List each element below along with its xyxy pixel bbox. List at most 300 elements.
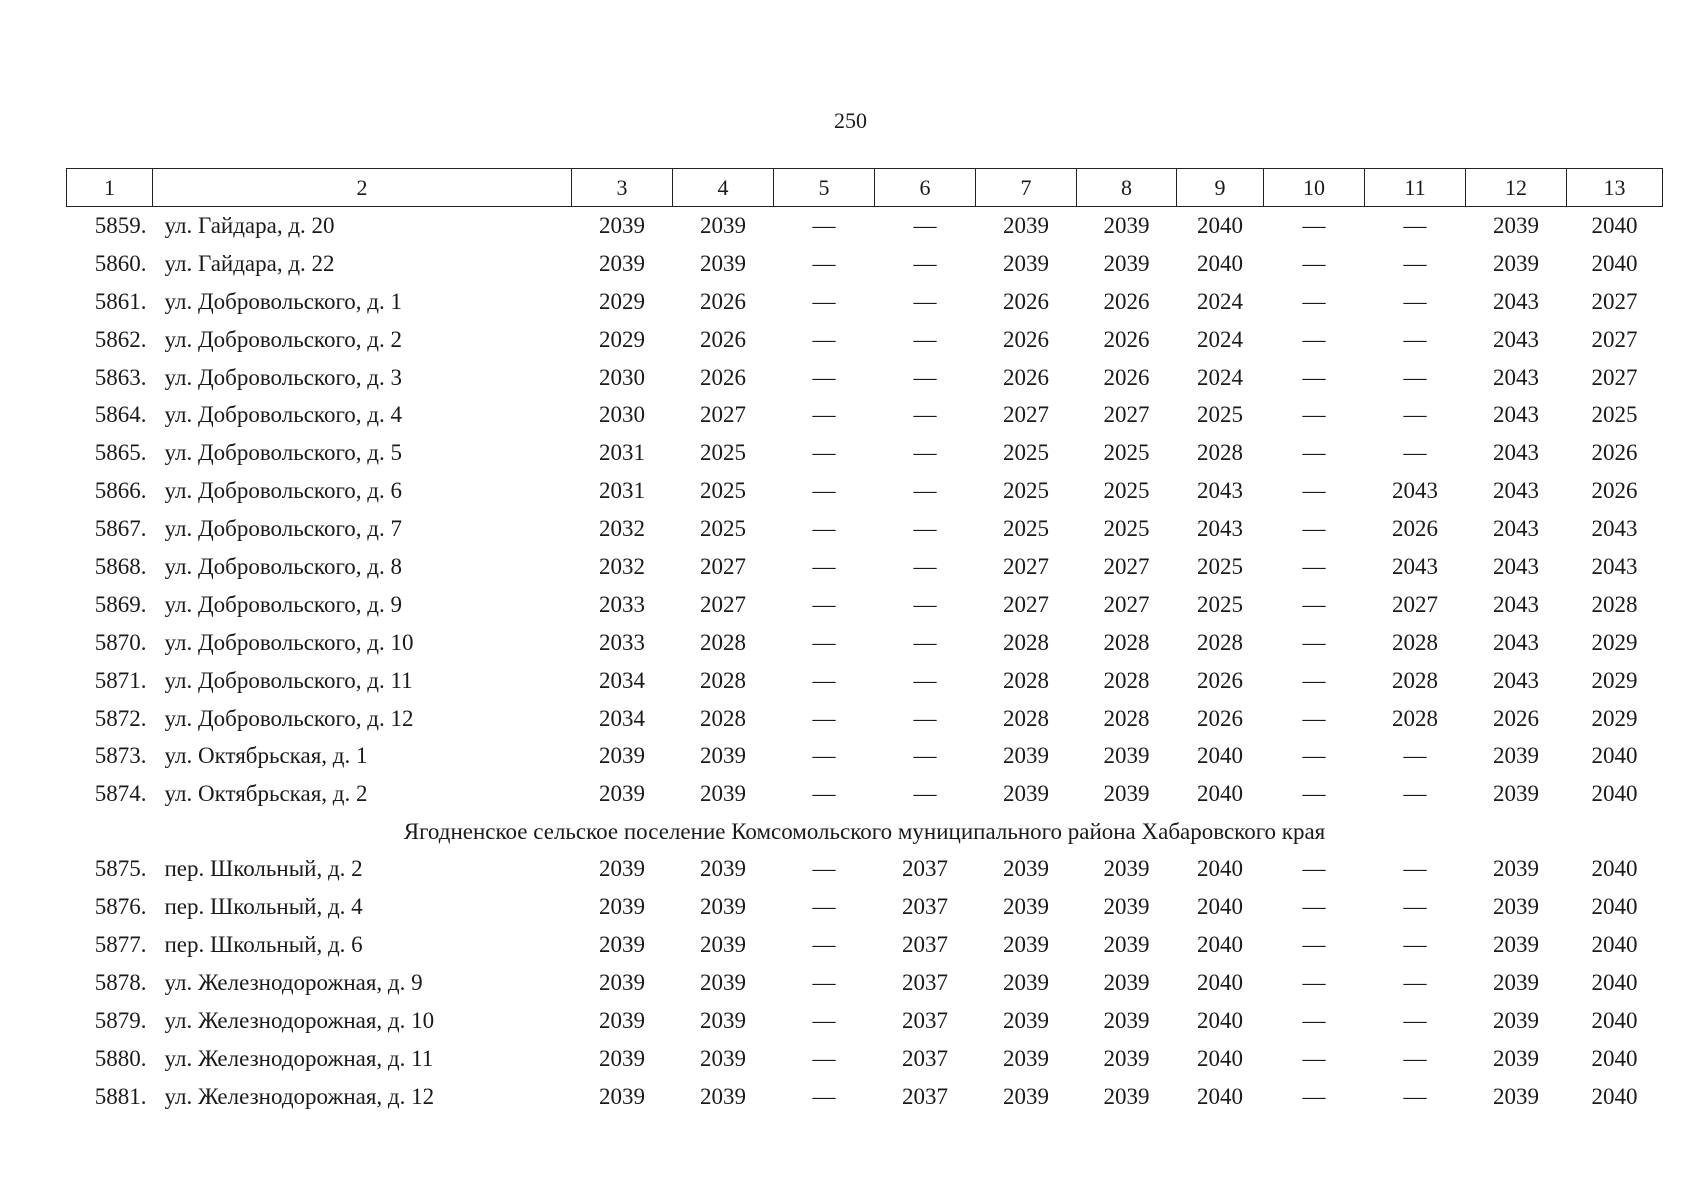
column-header-6: 6 — [875, 169, 976, 207]
table-row — [67, 926, 1663, 964]
cell-col-12: 2043 — [1493, 364, 1539, 390]
cell-col-4: 2039 — [700, 1083, 746, 1109]
cell-col-7: 2028 — [1003, 667, 1049, 693]
row-number: 5881. — [94, 1083, 147, 1109]
cell-col-3: 2034 — [599, 705, 645, 731]
cell-col-10: — — [1302, 705, 1326, 731]
cell-col-7: 2025 — [1003, 478, 1049, 504]
cell-col-13: 2026 — [1591, 478, 1638, 504]
cell-col-11: 2027 — [1392, 591, 1438, 617]
cell-col-5: — — [812, 212, 836, 238]
cell-col-8: 2025 — [1103, 516, 1150, 542]
cell-col-6: — — [913, 591, 937, 617]
row-address: ул. Добровольского, д. 7 — [164, 516, 403, 542]
cell-col-12: 2043 — [1493, 326, 1539, 352]
row-number: 5862. — [94, 326, 147, 352]
cell-col-12: 2043 — [1493, 629, 1539, 655]
cell-col-12: 2039 — [1493, 1045, 1539, 1071]
cell-col-5: — — [812, 553, 836, 579]
row-address: ул. Железнодорожная, д. 12 — [164, 1083, 435, 1109]
cell-col-12: 2039 — [1493, 781, 1539, 807]
cell-col-7: 2026 — [1003, 364, 1049, 390]
row-number: 5871. — [94, 667, 147, 693]
row-number: 5870. — [94, 629, 147, 655]
cell-col-4: 2039 — [700, 1045, 746, 1071]
cell-col-3: 2039 — [599, 969, 645, 995]
cell-col-7: 2028 — [1003, 705, 1049, 731]
cell-col-5: — — [812, 326, 836, 352]
row-address: ул. Октябрьская, д. 2 — [164, 781, 368, 807]
cell-col-13: 2043 — [1591, 516, 1638, 542]
cell-col-7: 2039 — [1003, 250, 1049, 276]
cell-col-4: 2039 — [700, 743, 746, 769]
table-row — [67, 1078, 1663, 1116]
cell-col-10: — — [1302, 402, 1326, 428]
cell-col-12: 2039 — [1493, 1007, 1539, 1033]
cell-col-8: 2025 — [1103, 478, 1150, 504]
cell-col-6: — — [913, 478, 937, 504]
cell-col-11: 2043 — [1392, 478, 1438, 504]
cell-col-3: 2039 — [599, 1007, 645, 1033]
column-header-13: 13 — [1567, 169, 1663, 207]
row-address: ул. Добровольского, д. 9 — [164, 591, 403, 617]
cell-col-12: 2039 — [1493, 1083, 1539, 1109]
cell-col-11: — — [1403, 364, 1427, 390]
cell-col-13: 2040 — [1591, 1007, 1638, 1033]
table-row — [67, 1040, 1663, 1078]
cell-col-9: 2025 — [1197, 402, 1243, 428]
cell-col-9: 2040 — [1197, 743, 1243, 769]
cell-col-11: — — [1403, 212, 1427, 238]
cell-col-7: 2039 — [1003, 931, 1049, 957]
cell-col-8: 2028 — [1103, 629, 1150, 655]
cell-col-10: — — [1302, 856, 1326, 882]
table-row — [67, 586, 1663, 624]
cell-col-12: 2039 — [1493, 743, 1539, 769]
cell-col-12: 2039 — [1493, 931, 1539, 957]
cell-col-3: 2039 — [599, 894, 645, 920]
column-header-5: 5 — [774, 169, 875, 207]
column-header-8: 8 — [1077, 169, 1177, 207]
row-address: ул. Добровольского, д. 4 — [164, 402, 403, 428]
cell-col-4: 2039 — [700, 969, 746, 995]
cell-col-5: — — [812, 931, 836, 957]
cell-col-12: 2039 — [1493, 250, 1539, 276]
row-number: 5872. — [94, 705, 147, 731]
cell-col-12: 2043 — [1493, 667, 1539, 693]
cell-col-8: 2027 — [1103, 553, 1150, 579]
cell-col-3: 2030 — [599, 364, 645, 390]
cell-col-12: 2043 — [1493, 553, 1539, 579]
cell-col-11: 2028 — [1392, 629, 1438, 655]
cell-col-8: 2026 — [1103, 326, 1150, 352]
cell-col-7: 2027 — [1003, 402, 1049, 428]
cell-col-6: — — [913, 288, 937, 314]
cell-col-9: 2026 — [1197, 705, 1243, 731]
cell-col-6: 2037 — [902, 1045, 948, 1071]
cell-col-13: 2027 — [1591, 288, 1638, 314]
cell-col-6: — — [913, 250, 937, 276]
cell-col-10: — — [1302, 553, 1326, 579]
cell-col-12: 2043 — [1493, 591, 1539, 617]
cell-col-3: 2031 — [599, 440, 645, 466]
row-number: 5877. — [94, 931, 147, 957]
data-table — [66, 168, 1663, 1115]
table-body — [67, 207, 1663, 1116]
cell-col-5: — — [812, 781, 836, 807]
cell-col-11: — — [1403, 743, 1427, 769]
cell-col-12: 2043 — [1493, 478, 1539, 504]
cell-col-4: 2039 — [700, 894, 746, 920]
cell-col-11: — — [1403, 402, 1427, 428]
row-address: ул. Добровольского, д. 8 — [164, 553, 403, 579]
cell-col-3: 2033 — [599, 591, 645, 617]
row-address: ул. Добровольского, д. 2 — [164, 326, 403, 352]
cell-col-10: — — [1302, 629, 1326, 655]
page-number: 250 — [834, 108, 867, 133]
cell-col-4: 2039 — [700, 856, 746, 882]
cell-col-6: — — [913, 667, 937, 693]
table-row — [67, 207, 1663, 245]
cell-col-9: 2028 — [1197, 440, 1243, 466]
row-number: 5875. — [94, 856, 147, 882]
cell-col-5: — — [812, 743, 836, 769]
cell-col-10: — — [1302, 931, 1326, 957]
cell-col-4: 2039 — [700, 250, 746, 276]
cell-col-6: — — [913, 516, 937, 542]
cell-col-6: 2037 — [902, 856, 948, 882]
column-header-3: 3 — [572, 169, 673, 207]
table-row — [67, 472, 1663, 510]
table-row — [67, 359, 1663, 397]
row-number: 5880. — [94, 1045, 147, 1071]
table-row — [67, 888, 1663, 926]
row-number: 5859. — [94, 212, 147, 238]
cell-col-5: — — [812, 440, 836, 466]
cell-col-6: — — [913, 364, 937, 390]
cell-col-9: 2040 — [1197, 1045, 1243, 1071]
cell-col-10: — — [1302, 326, 1326, 352]
column-header-9: 9 — [1177, 169, 1264, 207]
header-row — [67, 169, 1663, 207]
cell-col-8: 2039 — [1103, 931, 1150, 957]
cell-col-6: — — [913, 326, 937, 352]
cell-col-9: 2040 — [1197, 212, 1243, 238]
cell-col-8: 2028 — [1103, 705, 1150, 731]
cell-col-12: 2043 — [1493, 402, 1539, 428]
section-title: Ягодненское сельское поселение Комсомольского муниципального района Хабаровского края — [403, 818, 1326, 844]
cell-col-7: 2039 — [1003, 856, 1049, 882]
section-row — [67, 813, 1663, 850]
cell-col-8: 2039 — [1103, 212, 1150, 238]
cell-col-6: — — [913, 212, 937, 238]
cell-col-13: 2025 — [1591, 402, 1638, 428]
row-number: 5879. — [94, 1007, 147, 1033]
row-number: 5861. — [94, 288, 147, 314]
cell-col-13: 2040 — [1591, 856, 1638, 882]
row-number: 5867. — [94, 516, 147, 542]
cell-col-6: 2037 — [902, 894, 948, 920]
cell-col-5: — — [812, 364, 836, 390]
table-row — [67, 283, 1663, 321]
cell-col-5: — — [812, 516, 836, 542]
table-row — [67, 850, 1663, 888]
cell-col-8: 2039 — [1103, 856, 1150, 882]
cell-col-9: 2040 — [1197, 250, 1243, 276]
row-address: ул. Добровольского, д. 3 — [164, 364, 403, 390]
cell-col-4: 2026 — [700, 288, 746, 314]
cell-col-10: — — [1302, 516, 1326, 542]
cell-col-11: — — [1403, 781, 1427, 807]
cell-col-8: 2039 — [1103, 743, 1150, 769]
cell-col-6: 2037 — [902, 1007, 948, 1033]
row-number: 5863. — [94, 364, 147, 390]
cell-col-3: 2039 — [599, 250, 645, 276]
row-address: ул. Добровольского, д. 5 — [164, 440, 403, 466]
cell-col-8: 2027 — [1103, 591, 1150, 617]
row-address: ул. Добровольского, д. 6 — [164, 478, 403, 504]
cell-col-9: 2028 — [1197, 629, 1243, 655]
table-row — [67, 1002, 1663, 1040]
cell-col-13: 2040 — [1591, 1045, 1638, 1071]
cell-col-11: 2028 — [1392, 705, 1438, 731]
cell-col-5: — — [812, 1083, 836, 1109]
cell-col-5: — — [812, 894, 836, 920]
row-number: 5866. — [94, 478, 147, 504]
cell-col-4: 2027 — [700, 402, 746, 428]
cell-col-3: 2034 — [599, 667, 645, 693]
table-row — [67, 396, 1663, 434]
table-row — [67, 964, 1663, 1002]
cell-col-3: 2031 — [599, 478, 645, 504]
cell-col-5: — — [812, 478, 836, 504]
cell-col-13: 2040 — [1591, 212, 1638, 238]
cell-col-5: — — [812, 1007, 836, 1033]
cell-col-12: 2039 — [1493, 969, 1539, 995]
cell-col-8: 2039 — [1103, 894, 1150, 920]
cell-col-12: 2039 — [1493, 212, 1539, 238]
cell-col-13: 2028 — [1591, 591, 1638, 617]
cell-col-11: — — [1403, 250, 1427, 276]
cell-col-11: — — [1403, 1007, 1427, 1033]
cell-col-4: 2028 — [700, 705, 746, 731]
cell-col-3: 2039 — [599, 856, 645, 882]
cell-col-5: — — [812, 402, 836, 428]
cell-col-13: 2040 — [1591, 894, 1638, 920]
row-address: ул. Гайдара, д. 22 — [164, 250, 335, 276]
cell-col-12: 2043 — [1493, 288, 1539, 314]
column-header-2: 2 — [153, 169, 572, 207]
cell-col-3: 2029 — [599, 326, 645, 352]
cell-col-9: 2040 — [1197, 1083, 1243, 1109]
cell-col-10: — — [1302, 478, 1326, 504]
cell-col-7: 2039 — [1003, 894, 1049, 920]
table-row — [67, 548, 1663, 586]
cell-col-3: 2029 — [599, 288, 645, 314]
row-number: 5874. — [94, 781, 147, 807]
row-address: ул. Железнодорожная, д. 9 — [164, 969, 423, 995]
row-number: 5864. — [94, 402, 147, 428]
cell-col-12: 2026 — [1493, 705, 1539, 731]
cell-col-4: 2039 — [700, 931, 746, 957]
row-address: пер. Школьный, д. 6 — [164, 931, 363, 957]
cell-col-4: 2039 — [700, 212, 746, 238]
cell-col-3: 2030 — [599, 402, 645, 428]
cell-col-11: — — [1403, 894, 1427, 920]
column-header-10: 10 — [1264, 169, 1365, 207]
row-address: ул. Добровольского, д. 10 — [164, 629, 414, 655]
table-row — [67, 321, 1663, 359]
cell-col-10: — — [1302, 781, 1326, 807]
cell-col-11: 2043 — [1392, 553, 1438, 579]
cell-col-7: 2039 — [1003, 781, 1049, 807]
cell-col-7: 2039 — [1003, 1045, 1049, 1071]
row-address: ул. Октябрьская, д. 1 — [164, 743, 368, 769]
cell-col-6: — — [913, 440, 937, 466]
cell-col-10: — — [1302, 364, 1326, 390]
cell-col-13: 2029 — [1591, 629, 1638, 655]
cell-col-10: — — [1302, 212, 1326, 238]
table-row — [67, 245, 1663, 283]
cell-col-3: 2032 — [599, 553, 645, 579]
cell-col-7: 2039 — [1003, 1007, 1049, 1033]
cell-col-9: 2025 — [1197, 553, 1243, 579]
cell-col-6: — — [913, 402, 937, 428]
cell-col-7: 2026 — [1003, 288, 1049, 314]
cell-col-4: 2026 — [700, 364, 746, 390]
cell-col-10: — — [1302, 440, 1326, 466]
row-number: 5860. — [94, 250, 147, 276]
cell-col-5: — — [812, 288, 836, 314]
table-row — [67, 510, 1663, 548]
cell-col-9: 2040 — [1197, 1007, 1243, 1033]
cell-col-7: 2026 — [1003, 326, 1049, 352]
cell-col-5: — — [812, 667, 836, 693]
cell-col-13: 2026 — [1591, 440, 1638, 466]
cell-col-7: 2025 — [1003, 516, 1049, 542]
cell-col-6: 2037 — [902, 931, 948, 957]
column-header-1: 1 — [67, 169, 153, 207]
cell-col-10: — — [1302, 894, 1326, 920]
cell-col-8: 2039 — [1103, 1083, 1150, 1109]
cell-col-10: — — [1302, 591, 1326, 617]
row-number: 5868. — [94, 553, 147, 579]
cell-col-8: 2026 — [1103, 364, 1150, 390]
cell-col-9: 2024 — [1197, 364, 1243, 390]
cell-col-4: 2027 — [700, 553, 746, 579]
cell-col-7: 2027 — [1003, 591, 1049, 617]
cell-col-13: 2040 — [1591, 743, 1638, 769]
row-number: 5865. — [94, 440, 147, 466]
cell-col-4: 2028 — [700, 629, 746, 655]
cell-col-7: 2025 — [1003, 440, 1049, 466]
cell-col-8: 2025 — [1103, 440, 1150, 466]
cell-col-10: — — [1302, 1045, 1326, 1071]
cell-col-9: 2024 — [1197, 288, 1243, 314]
cell-col-6: — — [913, 629, 937, 655]
cell-col-9: 2026 — [1197, 667, 1243, 693]
cell-col-9: 2043 — [1197, 478, 1243, 504]
cell-col-6: — — [913, 743, 937, 769]
cell-col-13: 2027 — [1591, 364, 1638, 390]
column-header-11: 11 — [1365, 169, 1466, 207]
row-address: пер. Школьный, д. 2 — [164, 856, 363, 882]
cell-col-7: 2039 — [1003, 969, 1049, 995]
cell-col-11: — — [1403, 1083, 1427, 1109]
row-address: ул. Железнодорожная, д. 11 — [164, 1045, 434, 1071]
row-address: ул. Добровольского, д. 11 — [164, 667, 413, 693]
cell-col-10: — — [1302, 667, 1326, 693]
cell-col-7: 2028 — [1003, 629, 1049, 655]
cell-col-5: — — [812, 705, 836, 731]
cell-col-10: — — [1302, 1007, 1326, 1033]
cell-col-9: 2040 — [1197, 781, 1243, 807]
cell-col-5: — — [812, 969, 836, 995]
cell-col-6: — — [913, 553, 937, 579]
cell-col-6: 2037 — [902, 969, 948, 995]
row-address: ул. Гайдара, д. 20 — [164, 212, 335, 238]
cell-col-9: 2040 — [1197, 894, 1243, 920]
cell-col-3: 2033 — [599, 629, 645, 655]
cell-col-9: 2040 — [1197, 931, 1243, 957]
cell-col-8: 2027 — [1103, 402, 1150, 428]
cell-col-5: — — [812, 856, 836, 882]
cell-col-8: 2039 — [1103, 250, 1150, 276]
row-number: 5876. — [94, 894, 147, 920]
cell-col-3: 2039 — [599, 1045, 645, 1071]
cell-col-7: 2039 — [1003, 1083, 1049, 1109]
table-row — [67, 624, 1663, 662]
cell-col-12: 2043 — [1493, 516, 1539, 542]
cell-col-8: 2028 — [1103, 667, 1150, 693]
cell-col-11: — — [1403, 1045, 1427, 1071]
cell-col-11: — — [1403, 288, 1427, 314]
cell-col-13: 2029 — [1591, 705, 1638, 731]
cell-col-9: 2040 — [1197, 856, 1243, 882]
cell-col-4: 2025 — [700, 516, 746, 542]
table-row — [67, 775, 1663, 813]
cell-col-4: 2025 — [700, 440, 746, 466]
cell-col-4: 2039 — [700, 1007, 746, 1033]
row-address: ул. Добровольского, д. 12 — [164, 705, 414, 731]
cell-col-8: 2039 — [1103, 781, 1150, 807]
column-header-7: 7 — [976, 169, 1077, 207]
cell-col-8: 2039 — [1103, 1007, 1150, 1033]
row-address: пер. Школьный, д. 4 — [164, 894, 363, 920]
cell-col-11: 2028 — [1392, 667, 1438, 693]
cell-col-6: — — [913, 781, 937, 807]
cell-col-10: — — [1302, 1083, 1326, 1109]
cell-col-8: 2026 — [1103, 288, 1150, 314]
column-header-12: 12 — [1466, 169, 1567, 207]
cell-col-12: 2039 — [1493, 894, 1539, 920]
cell-col-9: 2043 — [1197, 516, 1243, 542]
cell-col-4: 2026 — [700, 326, 746, 352]
table-row — [67, 662, 1663, 700]
cell-col-5: — — [812, 591, 836, 617]
cell-col-11: — — [1403, 440, 1427, 466]
cell-col-4: 2039 — [700, 781, 746, 807]
cell-col-10: — — [1302, 969, 1326, 995]
column-header-4: 4 — [673, 169, 774, 207]
cell-col-13: 2040 — [1591, 781, 1638, 807]
cell-col-13: 2040 — [1591, 969, 1638, 995]
cell-col-11: 2026 — [1392, 516, 1438, 542]
cell-col-5: — — [812, 1045, 836, 1071]
cell-col-3: 2039 — [599, 781, 645, 807]
cell-col-10: — — [1302, 743, 1326, 769]
cell-col-13: 2027 — [1591, 326, 1638, 352]
